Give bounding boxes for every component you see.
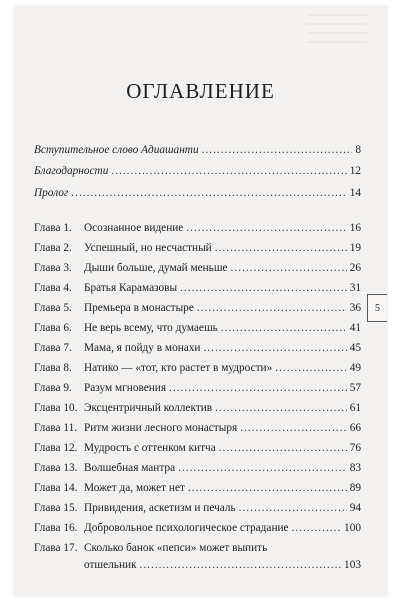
leader-dots xyxy=(215,402,347,414)
toc-entry-chapter-5 xyxy=(34,302,361,318)
chapter-label: Глава 10. xyxy=(34,402,78,414)
entry-page: 16 xyxy=(349,222,361,234)
leader-dots xyxy=(239,502,347,514)
entry-page: 19 xyxy=(349,242,361,254)
toc-entry-chapter-8 xyxy=(34,362,361,378)
chapter-label: Глава 3. xyxy=(34,262,72,274)
chapter-label: Глава 14. xyxy=(34,482,78,494)
chapter-label: Глава 1. xyxy=(34,222,72,234)
leader-dots xyxy=(111,165,346,177)
entry-title: Разум мгновения xyxy=(84,382,167,394)
entry-title: Добровольное психологическое страдание xyxy=(84,522,289,534)
entry-title: Волшебная мантра xyxy=(84,462,176,474)
leader-dots xyxy=(215,242,347,254)
leader-dots xyxy=(203,342,346,354)
entry-page: 49 xyxy=(349,362,361,374)
leader-dots xyxy=(240,422,347,434)
toc-entry-chapter-15 xyxy=(34,502,361,518)
chapter-label: Глава 5. xyxy=(34,302,72,314)
entry-title: Привидения, аскетизм и печаль xyxy=(84,502,236,514)
entry-page: 36 xyxy=(349,302,361,314)
toc-entry-chapter-10 xyxy=(34,402,361,418)
toc-entry-chapter-1 xyxy=(34,222,361,238)
toc-entry-chapter-4 xyxy=(34,282,361,298)
toc-entry-chapter-6 xyxy=(34,322,361,338)
leader-dots xyxy=(219,442,347,454)
toc-entry-acknowledgements xyxy=(34,165,361,181)
chapter-label: Глава 4. xyxy=(34,282,72,294)
leader-dots xyxy=(178,462,347,474)
page-title: ОГЛАВЛЕНИЕ xyxy=(126,79,275,103)
entry-page: 89 xyxy=(349,482,361,494)
entry-page: 12 xyxy=(349,165,361,177)
entry-page: 45 xyxy=(349,342,361,354)
leader-dots xyxy=(140,559,342,571)
book-page xyxy=(14,6,387,596)
entry-title: Вступительное слово Адиашанти xyxy=(34,144,199,156)
entry-page: 83 xyxy=(349,462,361,474)
chapter-label: Глава 8. xyxy=(34,362,72,374)
entry-page: 66 xyxy=(349,422,361,434)
toc-entry-chapter-14 xyxy=(34,482,361,498)
chapter-label: Глава 15. xyxy=(34,502,78,514)
entry-title: Ритм жизни лесного монастыря xyxy=(84,422,238,434)
leader-dots xyxy=(202,144,353,156)
entry-page: 8 xyxy=(355,144,361,156)
entry-page: 57 xyxy=(349,382,361,394)
entry-title: Может да, может нет xyxy=(84,482,185,494)
toc-entry-chapter-2 xyxy=(34,242,361,258)
toc-entry-chapter-12 xyxy=(34,442,361,458)
entry-title: Натико — «тот, кто растет в мудрости» xyxy=(84,362,273,374)
entry-title: Мама, я пойду в монахи xyxy=(84,342,201,354)
toc-entry-chapter-9 xyxy=(34,382,361,398)
entry-page: 61 xyxy=(349,402,361,414)
leader-dots xyxy=(188,482,347,494)
toc-entry-chapter-17 xyxy=(34,542,361,558)
entry-title: Не верь всему, что думаешь xyxy=(84,322,218,334)
entry-title: Эксцентричный коллектив xyxy=(84,402,213,414)
toc-entry-foreword xyxy=(34,144,361,160)
toc-entry-chapter-7 xyxy=(34,342,361,358)
chapter-label: Глава 12. xyxy=(34,442,78,454)
entry-title: Братья Карамазовы xyxy=(84,282,178,294)
toc-entry-chapter-16 xyxy=(34,522,361,538)
entry-title: Благодарности xyxy=(34,165,109,177)
leader-dots xyxy=(292,522,341,534)
leader-dots xyxy=(221,322,347,334)
entry-title: Успешный, но несчастный xyxy=(84,242,212,254)
toc-entry-chapter-11 xyxy=(34,422,361,438)
toc-entry-chapter-13 xyxy=(34,462,361,478)
entry-title: Премьера в монастыре xyxy=(84,302,194,314)
entry-page: 31 xyxy=(349,282,361,294)
page-number: 5 xyxy=(375,302,380,314)
leader-dots xyxy=(169,382,347,394)
toc-entry-chapter-17-continuation xyxy=(84,559,361,571)
entry-page: 41 xyxy=(349,322,361,334)
chapter-label: Глава 13. xyxy=(34,462,78,474)
entry-title: Сколько банок «пепси» может выпить xyxy=(84,542,268,554)
toc-entry-prologue xyxy=(34,187,361,203)
chapter-label: Глава 9. xyxy=(34,382,72,394)
entry-title: Пролог xyxy=(34,187,69,199)
leader-dots xyxy=(71,187,346,199)
page-number-tab xyxy=(367,294,387,322)
entry-title-continuation: отшельник xyxy=(84,559,137,571)
chapter-label: Глава 7. xyxy=(34,342,72,354)
entry-page: 103 xyxy=(344,559,361,571)
entry-page: 26 xyxy=(349,262,361,274)
chapter-label: Глава 11. xyxy=(34,422,78,434)
leader-dots xyxy=(197,302,347,314)
chapter-label: Глава 6. xyxy=(34,322,72,334)
entry-title: Дыши больше, думай меньше xyxy=(84,262,228,274)
bleed-through-text xyxy=(307,14,367,44)
chapter-label: Глава 16. xyxy=(34,522,78,534)
entry-page: 94 xyxy=(349,502,361,514)
toc-entry-chapter-3 xyxy=(34,262,361,278)
entry-title: Осознанное видение xyxy=(84,222,184,234)
chapter-label: Глава 17. xyxy=(34,542,78,554)
leader-dots xyxy=(275,362,346,374)
entry-page: 76 xyxy=(349,442,361,454)
chapter-label: Глава 2. xyxy=(34,242,72,254)
entry-page: 14 xyxy=(349,187,361,199)
leader-dots xyxy=(186,222,346,234)
leader-dots xyxy=(231,262,347,274)
leader-dots xyxy=(180,282,347,294)
entry-title: Мудрость с оттенком китча xyxy=(84,442,216,454)
entry-page: 100 xyxy=(344,522,361,534)
